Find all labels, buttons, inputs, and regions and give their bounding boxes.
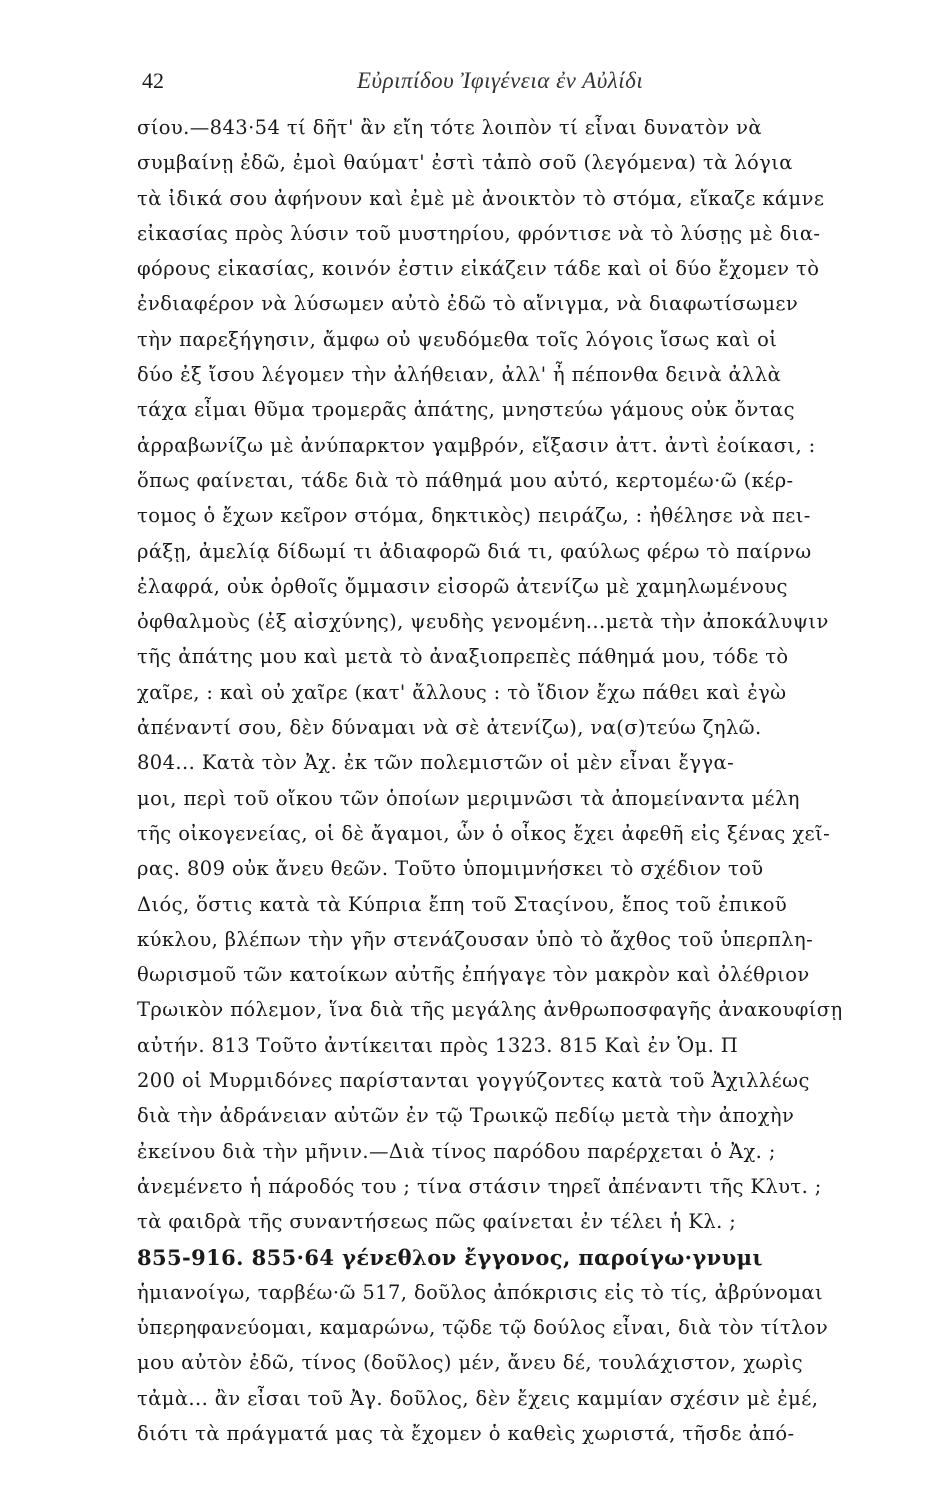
text-line: αὐτήν. 813 Τοῦτο ἀντίκειται πρὸς 1323. 815 Καὶ ἐν Ὁμ. Π <box>137 1033 739 1057</box>
text-line: κύκλου, βλέπων τὴν γῆν στενάζουσαν ὑπὸ τὸ ἄχθος τοῦ ὑπερπλη- <box>137 927 814 951</box>
text-line: φόρους εἰκασίας, κοινόν ἐστιν εἰκάζειν τάδε καὶ οἱ δύο ἔχομεν τὸ <box>137 257 820 281</box>
text-line: ὑπερηφανεύομαι, καμαρώνω, τῷδε τῷ δούλος εἶναι, διὰ τὸν τίτλον <box>137 1316 829 1340</box>
text-line: εἰκασίας πρὸς λύσιν τοῦ μυστηρίου, φρόντισε νὰ τὸ λύσῃς μὲ δια- <box>137 221 821 245</box>
text-line: διὰ τὴν ἀδράνειαν αὐτῶν ἐν τῷ Τρωικῷ πεδίῳ μετὰ τὴν ἀποχὴν <box>137 1104 795 1128</box>
text-line: συμβαίνῃ ἐδῶ, ἐμοὶ θαύματ' ἐστὶ τἀπὸ σοῦ (λεγόμενα) τὰ λόγια <box>137 151 793 175</box>
text-line: θωρισμοῦ τῶν κατοίκων αὐτῆς ἐπήγαγε τὸν μακρὸν καὶ ὀλέθριον <box>137 963 810 987</box>
text-line: ἐνδιαφέρον νὰ λύσωμεν αὐτὸ ἐδῶ τὸ αἴνιγμα, νὰ διαφωτίσωμεν <box>137 292 799 316</box>
text-line: δύο ἐξ ἴσου λέγομεν τὴν ἀλήθειαν, ἀλλ' ἦ πέπονθα δεινὰ ἀλλὰ <box>137 363 782 387</box>
text-line: Τρωικὸν πόλεμον, ἵνα διὰ τῆς μεγάλης ἀνθρωποσφαγῆς ἀνακουφίσῃ <box>137 998 843 1022</box>
text-line: ἡμιανοίγω, ταρβέω·ῶ 517, δοῦλος ἀπόκρισις εἰς τὸ τίς, ἀβρύνομαι <box>137 1280 824 1304</box>
text-line: διότι τὰ πράγματά μας τὰ ἔχομεν ὁ καθεὶς χωριστά, τῆσδε ἀπό- <box>137 1421 795 1445</box>
text-line: τάχα εἶμαι θῦμα τρομερᾶς ἀπάτης, μνηστεύω γάμους οὐκ ὄντας <box>137 398 795 422</box>
text-line: τῆς οἰκογενείας, οἱ δὲ ἄγαμοι, ὧν ὁ οἶκος ἔχει ἀφεθῆ εἰς ξένας χεῖ- <box>137 821 831 845</box>
text-line: τἀμὰ... ἂν εἶσαι τοῦ Ἀγ. δοῦλος, δὲν ἔχεις καμμίαν σχέσιν μὲ ἐμέ, <box>137 1386 819 1410</box>
text-line: μοι, περὶ τοῦ οἴκου τῶν ὁποίων μεριμνῶσι τὰ ἀπομείναντα μέλη <box>137 786 800 810</box>
text-line: χαῖρε, : καὶ οὐ χαῖρε (κατ' ἄλλους : τὸ ἴδιον ἔχω πάθει καὶ ἐγὼ <box>137 680 787 704</box>
text-line: ράξῃ, ἀμελίᾳ δίδωμί τι ἀδιαφορῶ διά τι, φαύλως φέρω τὸ παίρνω <box>137 539 812 563</box>
text-line: τῆς ἀπάτης μου καὶ μετὰ τὸ ἀναξιοπρεπὲς πάθημά μου, τόδε τὸ <box>137 645 789 669</box>
text-line: ὅπως φαίνεται, τάδε διὰ τὸ πάθημά μου αὐτό, κερτομέω·ῶ (κέρ- <box>137 468 794 492</box>
text-line: σίου.—843·54 τί δῆτ' ἂν εἴη τότε λοιπὸν τί εἶναι δυνατὸν νὰ <box>137 116 762 139</box>
text-line: τὴν παρεξήγησιν, ἄμφω οὐ ψευδόμεθα τοῖς λόγοις ἴσως καὶ οἱ <box>137 327 778 351</box>
text-line: ἀνεμένετο ἡ πάροδός του ; τίνα στάσιν τηρεῖ ἀπέναντι τῆς Κλυτ. ; <box>137 1174 822 1198</box>
text-line: ἀρραβωνίζω μὲ ἀνύπαρκτον γαμβρόν, εἴξασιν ἀττ. ἀντὶ ἐοίκασι, : <box>137 433 816 457</box>
text-line: ρας. 809 οὐκ ἄνευ θεῶν. Τοῦτο ὑπομιμνήσκει τὸ σχέδιον τοῦ <box>137 857 764 881</box>
text-line: 804... Κατὰ τὸν Ἀχ. ἐκ τῶν πολεμιστῶν οἱ μὲν εἶναι ἔγγα- <box>137 751 735 775</box>
page-header <box>142 68 882 108</box>
running-title: Εὐριπίδου Ἰφιγένεια ἐν Αὐλίδι <box>357 68 644 93</box>
text-line: μου αὐτὸν ἐδῶ, τίνος (δοῦλος) μέν, ἄνευ δέ, τουλάχιστον, χωρὶς <box>137 1351 803 1375</box>
page-number: 42 <box>142 68 164 93</box>
text-line: ὀφθαλμοὺς (ἐξ αἰσχύνης), ψευδὴς γενομένη...μετὰ τὴν ἀποκάλυψιν <box>137 610 829 634</box>
text-line: τὰ ἰδικά σου ἀφήνουν καὶ ἐμὲ μὲ ἀνοικτὸν τὸ στόμα, εἴκαζε κάμνε <box>137 186 825 210</box>
text-line: 200 οἱ Μυρμιδόνες παρίστανται γογγύζοντες κατὰ τοῦ Ἀχιλλέως <box>137 1069 810 1093</box>
text-line: τὰ φαιδρὰ τῆς συναντήσεως πῶς φαίνεται ἐν τέλει ἡ Κλ. ; <box>137 1210 737 1234</box>
text-line: ἀπέναντί σου, δὲν δύναμαι νὰ σὲ ἀτενίζω), να(σ)τεύω ζηλῶ. <box>137 716 762 740</box>
text-line: τομος ὁ ἔχων κεῖρον στόμα, δηκτικὸς) πειράζω, : ἠθέλησε νὰ πει- <box>137 504 811 528</box>
commentary-text <box>137 110 885 1451</box>
text-line: ἐκείνου διὰ τὴν μῆνιν.—Διὰ τίνος παρόδου παρέρχεται ὁ Ἀχ. ; <box>137 1139 776 1163</box>
text-line: ἐλαφρά, οὐκ ὀρθοῖς ὄμμασιν εἰσορῶ ἀτενίζω μὲ χαμηλωμένους <box>137 574 788 598</box>
section-heading-line: 855-916. 855·64 γένεθλον ἔγγονος, παροίγω·γνυμι <box>137 1244 763 1270</box>
text-line: Διός, ὅστις κατὰ τὰ Κύπρια ἔπη τοῦ Σταςίνου, ἔπος τοῦ ἐπικοῦ <box>137 892 788 916</box>
